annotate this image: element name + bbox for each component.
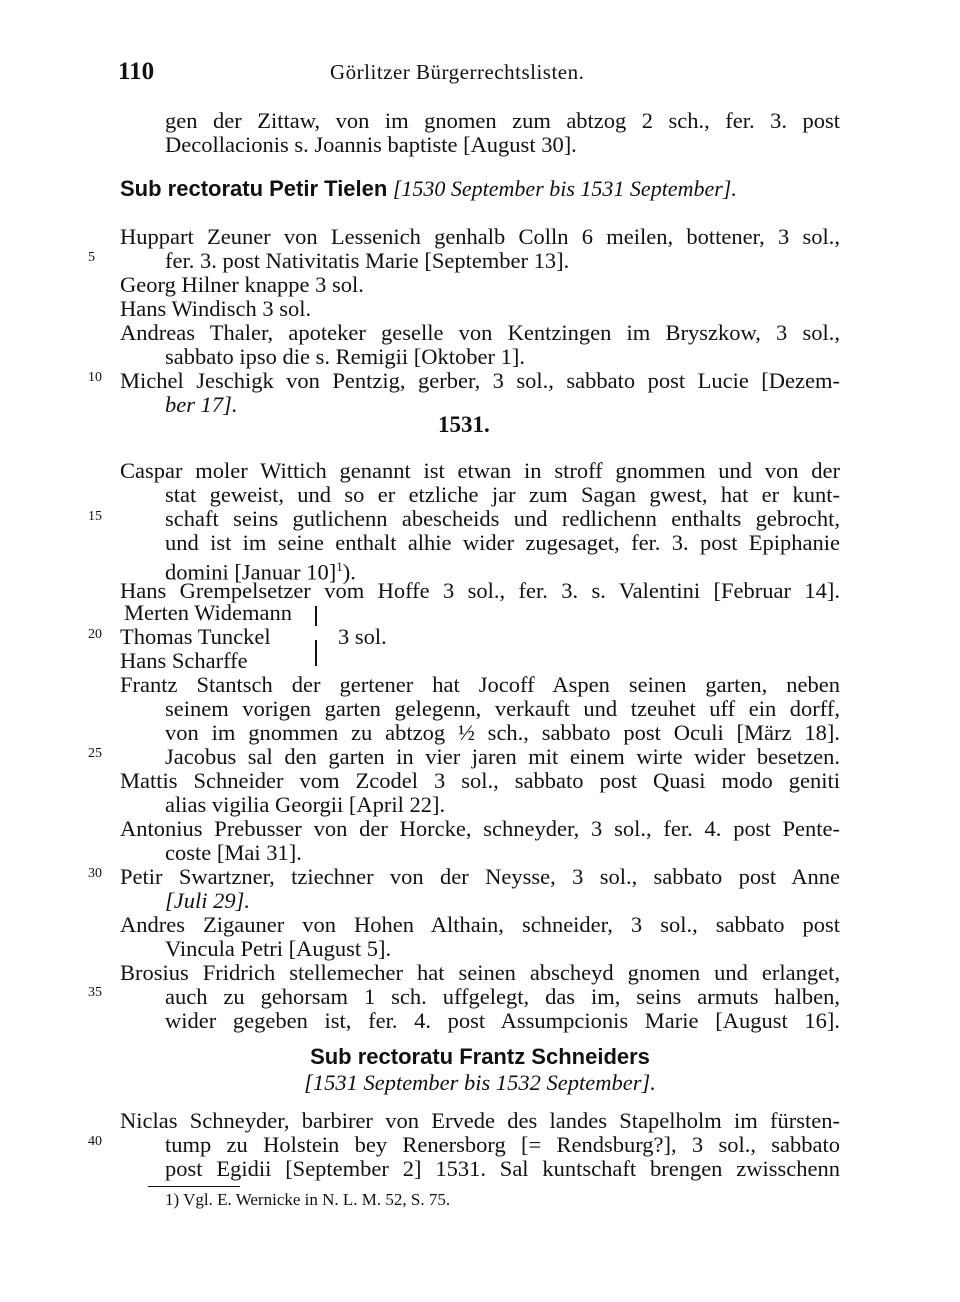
text-line: seinem vorigen garten gelegenn, verkauft und tzeuhet uff ein dorff, [165, 696, 840, 721]
brace-upper [315, 606, 317, 626]
fee-text: 3 sol. [338, 624, 387, 649]
page-number: 110 [118, 58, 155, 85]
text-line: Georg Hilner knappe 3 sol. [120, 272, 364, 297]
line-number: 40 [88, 1134, 102, 1149]
text-line: coste [Mai 31]. [165, 840, 302, 865]
text-line: von im gnommen zu abtzog ½ sch., sabbato post Oculi [März 18]. [165, 720, 840, 745]
line-number: 25 [88, 746, 102, 761]
text-line: domini [Januar 10]$^1$). [165, 559, 356, 585]
text-line: Jacobus sal den garten in vier jaren mit einem wirte wider besetzen. [165, 744, 840, 769]
running-title: Görlitzer Bürgerrechtslisten. [330, 60, 585, 84]
text-line: Mattis Schneider vom Zcodel 3 sol., sabbato post Quasi modo geniti [120, 768, 840, 793]
section-dates: [1531 September bis 1532 September]. [304, 1070, 656, 1095]
line-number: 35 [88, 985, 102, 1000]
line-number: 5 [88, 250, 95, 265]
text-line: tump zu Holstein bey Renersborg [= Rendsburg?], 3 sol., sabbato [165, 1132, 840, 1157]
text-line: Michel Jeschigk von Pentzig, gerber, 3 sol., sabbato post Lucie [Dezem- [120, 368, 840, 393]
text-line: Antonius Prebusser von der Horcke, schneyder, 3 sol., fer. 4. post Pente- [120, 816, 840, 841]
footnote-marker: 1) [165, 1190, 180, 1209]
text-line: Andreas Thaler, apoteker geselle von Kentzingen im Bryszkow, 3 sol., [120, 320, 840, 345]
text-line: Frantz Stantsch der gertener hat Jocoff Aspen seinen garten, neben [120, 672, 840, 697]
line-number: 20 [88, 627, 102, 642]
text-line: Merten Widemann [124, 600, 293, 625]
footnote-ref: 1 [336, 559, 343, 574]
text-line: Hans Grempelsetzer vom Hoffe 3 sol., fer. 3. s. Valentini [Februar 14]. [120, 578, 840, 603]
text-line: Thomas Tunckel [120, 624, 271, 649]
line-number: 15 [88, 509, 102, 524]
text-line: post Egidii [September 2] 1531. Sal kuntschaft brengen zwisschenn [165, 1156, 840, 1181]
section-heading: Sub rectoratu Petir Tielen [1530 September bis 1531 September]. [120, 176, 737, 201]
year-heading: 1531. [438, 412, 490, 437]
footnote [165, 1190, 450, 1210]
text-line: gen der Zittaw, von im gnomen zum abtzog 2 sch., fer. 3. post [165, 108, 840, 133]
text-line: Niclas Schneyder, barbirer von Ervede des landes Stapelholm im fürsten- [120, 1108, 840, 1133]
text-line: wider gegeben ist, fer. 4. post Assumpcionis Marie [August 16]. [165, 1008, 840, 1033]
text-line: ber 17]. [165, 392, 238, 417]
text-line: stat geweist, und so er etzliche jar zum Sagan gwest, hat er kunt- [165, 482, 840, 507]
line-number: 30 [88, 866, 102, 881]
text-line: Caspar moler Wittich genannt ist etwan in stroff gnommen und von der [120, 458, 840, 483]
text-line: und ist im seine enthalt alhie wider zugesaget, fer. 3. post Epiphanie [165, 530, 840, 555]
text-line: Petir Swartzner, tziechner von der Neysse, 3 sol., sabbato post Anne [120, 864, 840, 889]
text-line: Andres Zigauner von Hohen Althain, schneider, 3 sol., sabbato post [120, 912, 840, 937]
footnote-text: Vgl. E. Wernicke in N. L. M. 52, S. 75. [183, 1190, 451, 1209]
text-line: Brosius Fridrich stellemecher hat seinen abscheyd gnomen und erlanget, [120, 960, 840, 985]
text-line: alias vigilia Georgii [April 22]. [165, 792, 446, 817]
text-line: Decollacionis s. Joannis baptiste [August 30]. [165, 132, 577, 157]
text-line: [Juli 29]. [165, 888, 251, 913]
text-line: auch zu gehorsam 1 sch. uffgelegt, das im, seins armuts halben, [165, 984, 840, 1009]
text-line: fer. 3. post Nativitatis Marie [September 13]. [165, 248, 570, 273]
section-heading: Sub rectoratu Frantz Schneiders [310, 1044, 650, 1069]
brace-lower [315, 640, 317, 666]
text-line: Huppart Zeuner von Lessenich genhalb Colln 6 meilen, bottener, 3 sol., [120, 224, 840, 249]
text-line: Vincula Petri [August 5]. [165, 936, 392, 961]
line-number: 10 [88, 370, 102, 385]
text-line: Hans Windisch 3 sol. [120, 296, 312, 321]
text-line: Hans Scharffe [120, 648, 248, 673]
footnote-rule [148, 1186, 240, 1187]
text-line: sabbato ipso die s. Remigii [Oktober 1]. [165, 344, 525, 369]
text-line: schaft seins gutlichenn abescheids und redlichenn enthalts gebrocht, [165, 506, 840, 531]
